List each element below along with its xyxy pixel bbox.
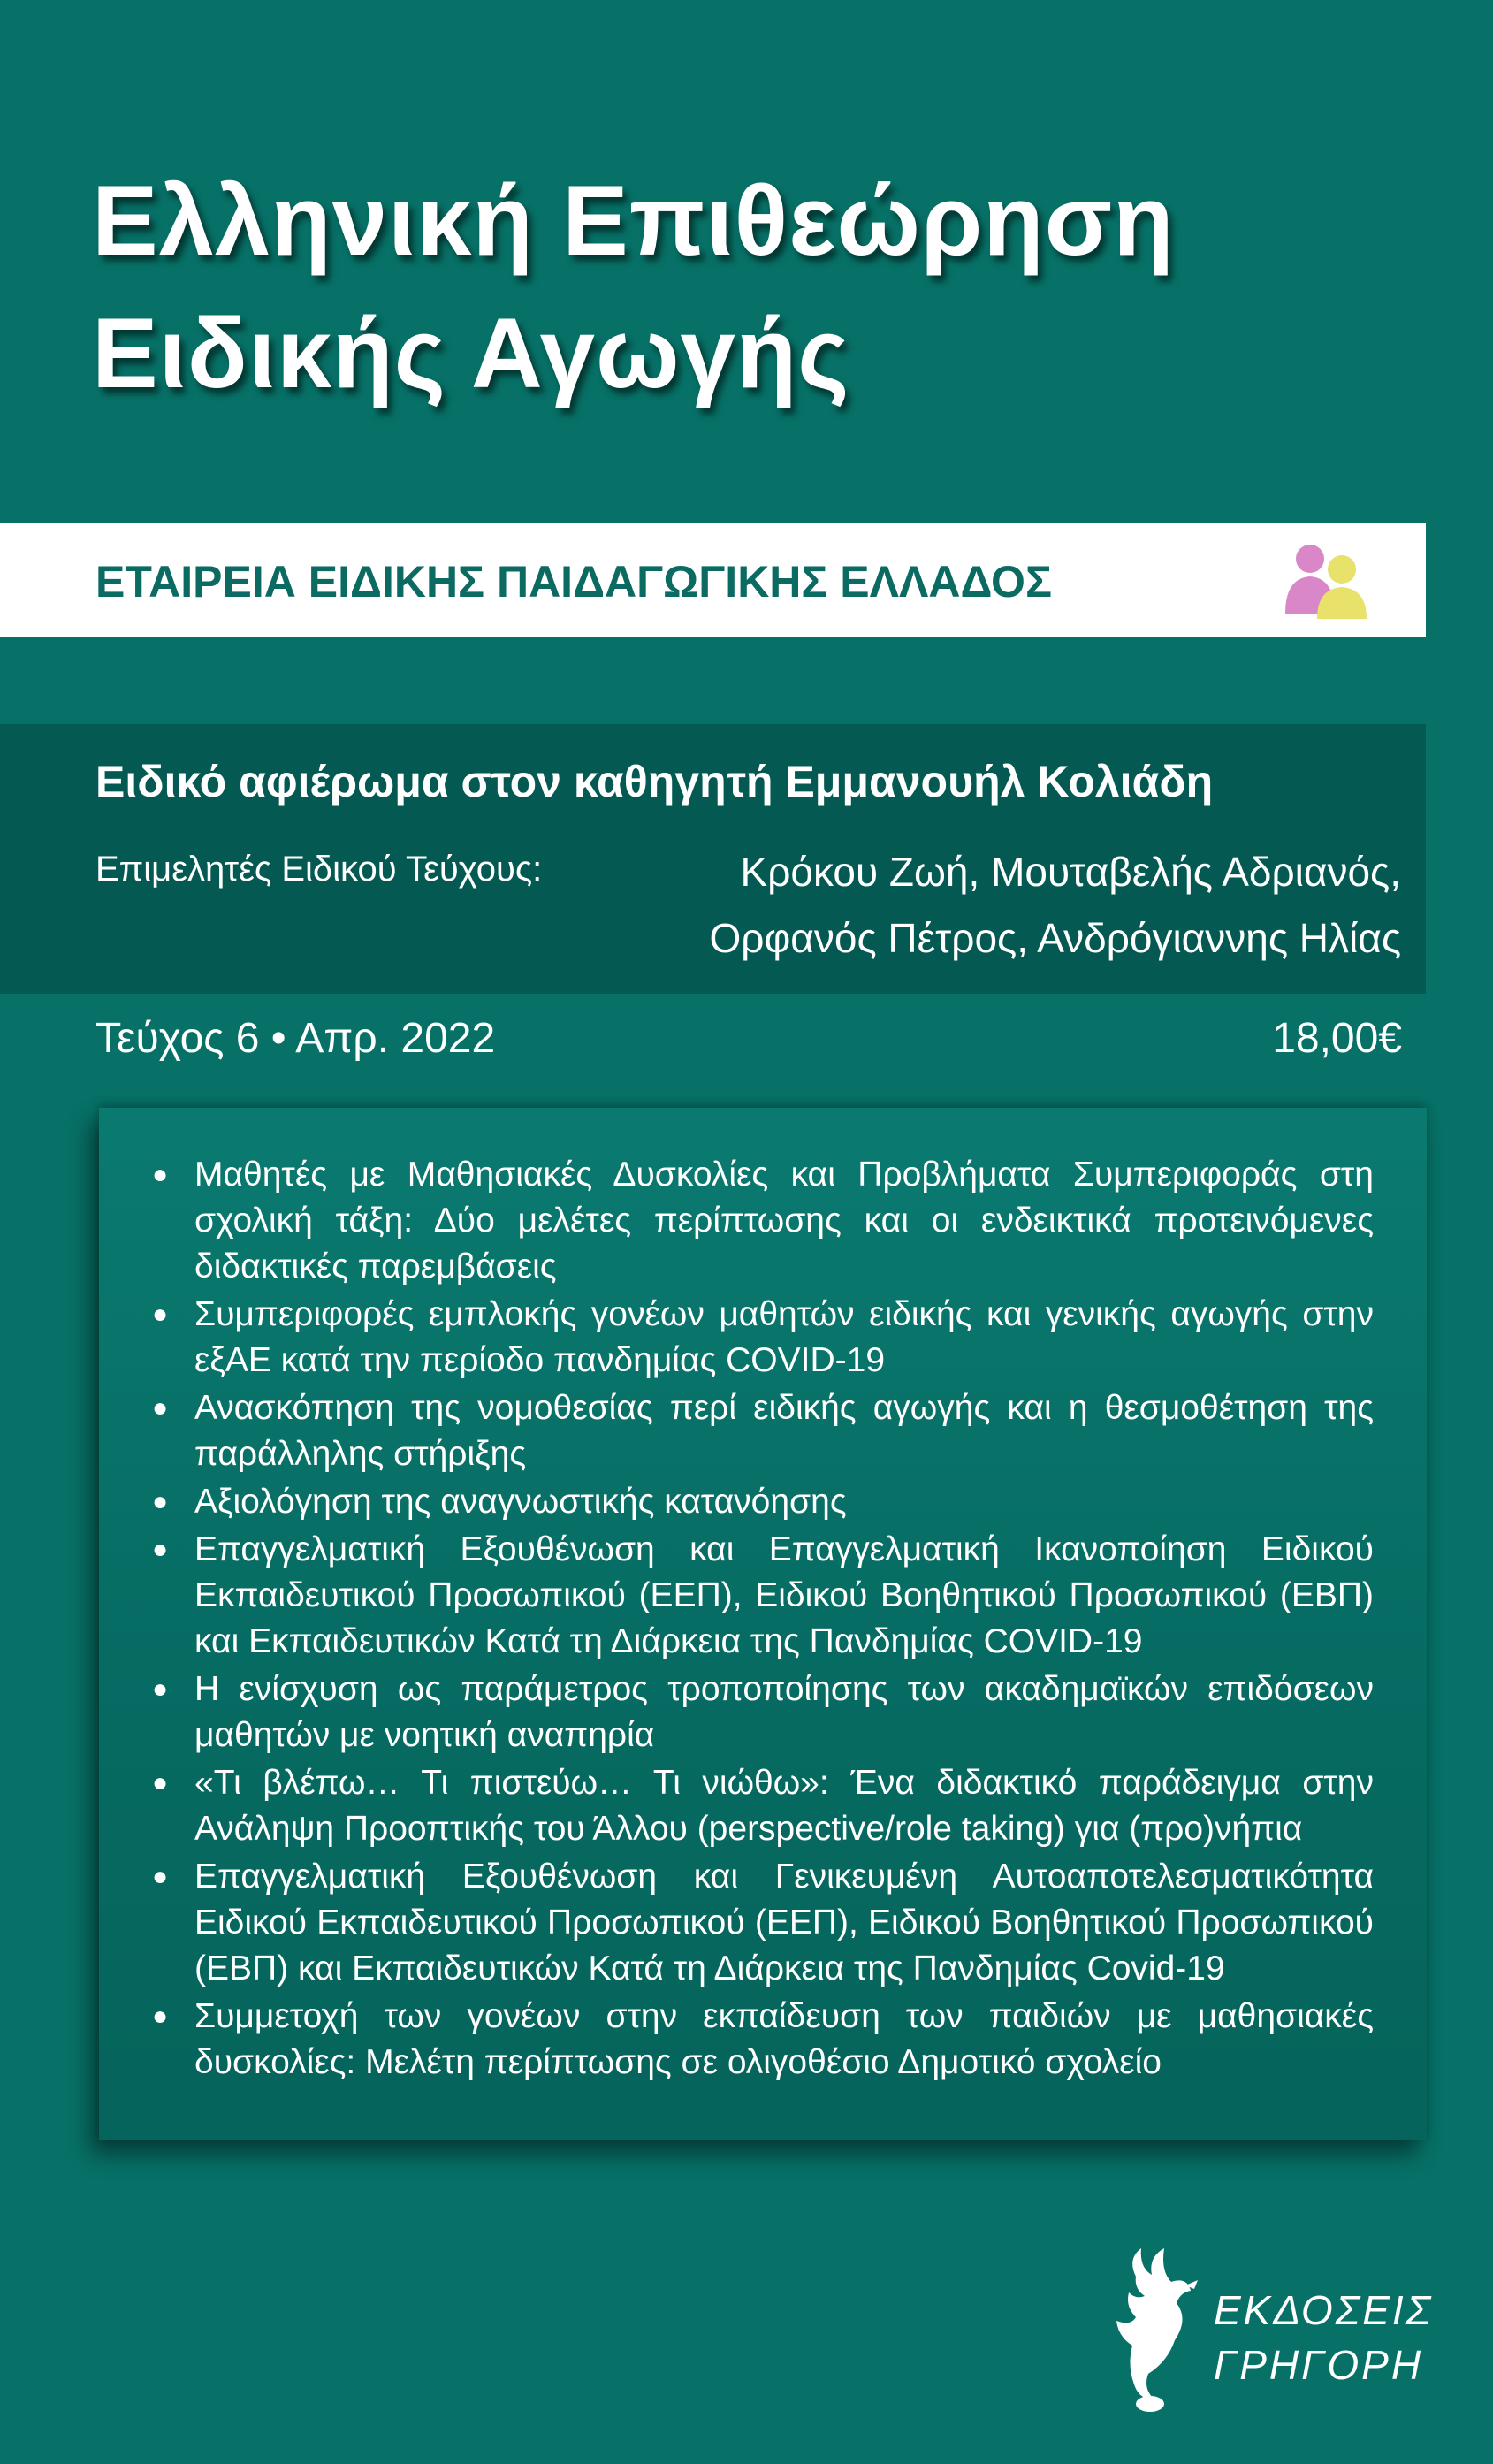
toc-item-text: Επαγγελματική Εξουθένωση και Γενικευμένη Αυτοαποτελεσματικότητα Ειδικού Εκπαιδευτικού Προσωπικού (ΕΕΠ), Ειδικού Βοηθητικού Προσωπικού (ΕΒΠ) και Εκπαιδευτικών Κατά τη Διάρκεια της Πανδημίας Covid-19 <box>194 1858 1374 1987</box>
bullet-icon: ● <box>151 1487 169 1516</box>
issue-number: Τεύχος 6 • Απρ. 2022 <box>95 1015 496 1062</box>
bullet-icon: ● <box>151 1160 169 1189</box>
society-name: ΕΤΑΙΡΕΙΑ ΕΙΔΙΚΗΣ ΠΑΙΔΑΓΩΓΙΚΗΣ ΕΛΛΑΔΟΣ <box>95 557 1052 606</box>
toc-item <box>145 1527 1374 1665</box>
journal-title-line2: Ειδικής Αγωγής <box>92 298 850 408</box>
toc-item <box>145 1152 1374 1290</box>
bullet-icon: ● <box>151 1393 169 1423</box>
bullet-icon: ● <box>151 1862 169 1891</box>
toc-item <box>145 1667 1374 1758</box>
society-band <box>0 523 1426 637</box>
table-of-contents <box>99 1108 1427 2140</box>
dedication-panel <box>0 724 1426 994</box>
toc-item-text: Συμπεριφορές εμπλοκής γονέων μαθητών ειδικής και γενικής αγωγής στην εξΑΕ κατά την περίοδο πανδημίας COVID-19 <box>194 1295 1374 1379</box>
bullet-icon: ● <box>151 1535 169 1564</box>
toc-item-text: «Τι βλέπω… Τι πιστεύω… Τι νιώθω»: Ένα διδακτικό παράδειγμα στην Ανάληψη Προοπτικής του Άλλου (perspective/role taking) για (προ)νήπια <box>194 1764 1374 1848</box>
publisher-name-line2: ΓΡΗΓΟΡΗ <box>1214 2342 1424 2388</box>
publisher-logo <box>1109 2241 1445 2418</box>
dedication-title: Ειδικό αφιέρωμα στον καθηγητή Εμμανουήλ Κολιάδη <box>95 757 1214 806</box>
editors-label: Επιμελητές Ειδικού Τεύχους: <box>95 850 543 889</box>
journal-title-line1: Ελληνική Επιθεώρηση <box>92 165 1175 276</box>
toc-list <box>145 1152 1374 2087</box>
toc-item-text: Ανασκόπηση της νομοθεσίας περί ειδικής αγωγής και η θεσμοθέτηση της παράλληλης στήριξης <box>194 1389 1374 1473</box>
toc-item <box>145 1760 1374 1852</box>
toc-item-text: Επαγγελματική Εξουθένωση και Επαγγελματική Ικανοποίηση Ειδικού Εκπαιδευτικού Προσωπικού (ΕΕΠ), Ειδικού Βοηθητικού Προσωπικού (ΕΒΠ) και Εκπαιδευτικών Κατά τη Διάρκεια της Πανδημίας COVID-19 <box>194 1530 1374 1660</box>
toc-item <box>145 1479 1374 1525</box>
editors-names <box>710 839 1402 972</box>
toc-item <box>145 1385 1374 1477</box>
toc-item-text: Μαθητές με Μαθησιακές Δυσκολίες και Προβλήματα Συμπεριφοράς στη σχολική τάξη: Δύο μελέτες περίπτωσης και οι ενδεικτικά προτεινόμενες διδακτικές παρεμβάσεις <box>194 1156 1374 1285</box>
toc-item-text: Συμμετοχή των γονέων στην εκπαίδευση των παιδιών με μαθησιακές δυσκολίες: Μελέτη περίπτωσης σε ολιγοθέσιο Δημοτικό σχολείο <box>194 1997 1374 2081</box>
bullet-icon: ● <box>151 1768 169 1797</box>
publisher-name-line1: ΕΚΔΟΣΕΙΣ <box>1214 2287 1434 2333</box>
toc-item-text: Αξιολόγηση της αναγνωστικής κατανόησης <box>194 1483 847 1521</box>
journal-title <box>92 155 1175 420</box>
dove-icon <box>1116 2248 1198 2412</box>
bullet-icon: ● <box>151 1674 169 1704</box>
bullet-icon: ● <box>151 1300 169 1329</box>
toc-item <box>145 1854 1374 1992</box>
editors-line1: Κρόκου Ζωή, Μουταβελής Αδριανός, <box>740 849 1401 895</box>
toc-item <box>145 1994 1374 2086</box>
toc-item-text: Η ενίσχυση ως παράμετρος τροποποίησης των ακαδημαϊκών επιδόσεων μαθητών με νοητική αναπηρία <box>194 1670 1374 1754</box>
bullet-icon: ● <box>151 2002 169 2031</box>
two-people-icon <box>1273 539 1379 621</box>
toc-item <box>145 1292 1374 1384</box>
issue-price: 18,00€ <box>1272 1015 1402 1062</box>
editors-line2: Ορφανός Πέτρος, Ανδρόγιαννης Ηλίας <box>709 915 1401 961</box>
